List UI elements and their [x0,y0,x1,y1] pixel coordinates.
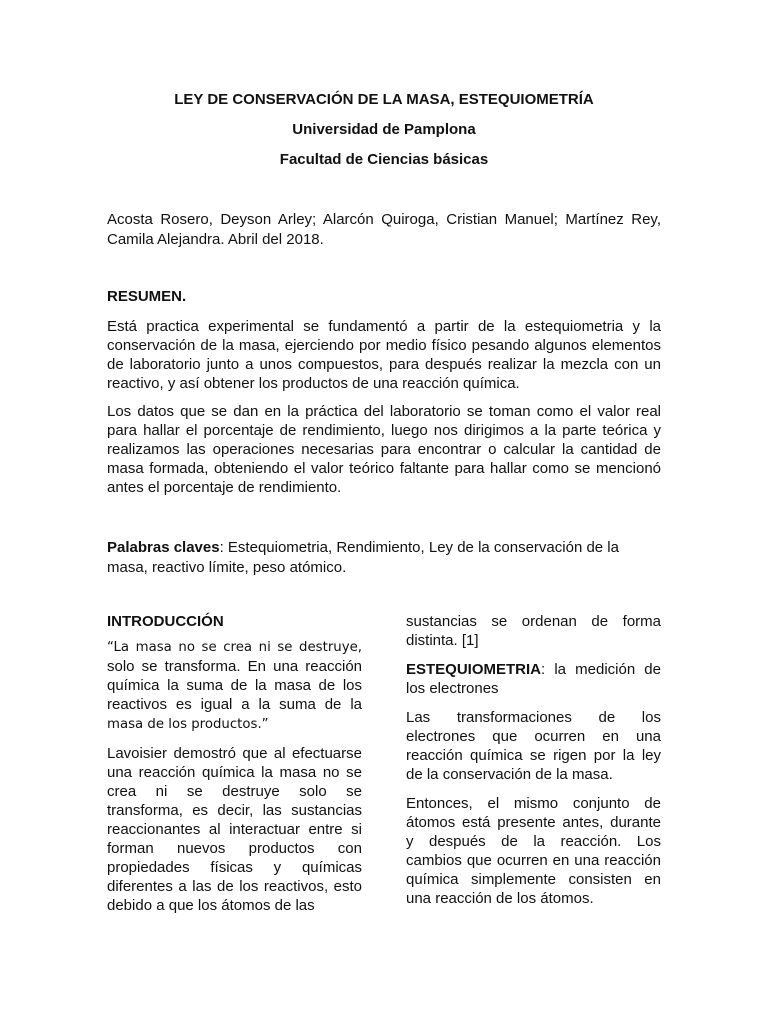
estequiometria-definition [406,660,661,698]
estequiometria-label: ESTEQUIOMETRIA [406,661,542,678]
university-name: Universidad de Pamplona [292,121,476,138]
estequiometria-text: : la medición de los electrones [406,661,661,697]
document-title: LEY DE CONSERVACIÓN DE LA MASA, ESTEQUIOMETRÍA [174,91,594,108]
continuation-text: sustancias se ordenan de forma distinta. [1] [406,613,661,649]
resumen-paragraph-2: Los datos que se dan en la práctica del laboratorio se toman como el valor real para hallar el porcentaje de rendimiento, luego nos dirigimos a la parte teórica y realizamos las operaciones necesarias para encontrar o calcular la cantidad de masa formada, obteniendo el valor teórico faltante para hallar como se mencionó antes el porcentaje de rendimiento. [107,403,661,496]
resumen-paragraph-1: Está practica experimental se fundamentó a partir de la estequiometria y la conservación de la masa, ejerciendo por medio físico pesando algunos elementos de laboratorio junto a unos compuestos, para después realizar la mezcla con un reactivo, y así obtener los productos de una reacción química. [107,318,661,392]
authors-line: Acosta Rosero, Deyson Arley; Alarcón Quiroga, Cristian Manuel; Martínez Rey, Camila Alejandra. Abril del 2018. [107,211,661,248]
left-column [107,612,362,925]
introduccion-heading: INTRODUCCIÓN [107,613,224,630]
faculty-name: Facultad de Ciencias básicas [279,151,489,168]
right-paragraph-2: Entonces, el mismo conjunto de átomos está presente antes, durante y después de la reacción. Los cambios que ocurren en una reacción química simplemente consisten en una reacción de los átomos. [406,795,661,907]
keywords [107,538,627,578]
quote-part-b: solo se transforma. En una reacción química la suma de la masa de los reactivos es igual a la suma de la [107,658,362,713]
keywords-label: Palabras claves [107,539,220,556]
right-paragraph-1: Las transformaciones de los electrones que ocurren en una reacción química se rigen por la ley de la conservación de la masa. [406,709,661,783]
introduccion-paragraph: Lavoisier demostró que al efectuarse una reacción química la masa no se crea ni se destruye solo se transforma, es decir, las sustancias reaccionantes al interactuar entre si forman nuevos productos con propiedades físicas y químicas diferentes a las de los reactivos, esto debido a que los átomos de las [107,745,362,914]
introduccion-quote [107,637,362,734]
keywords-text: : Estequiometria, Rendimiento, Ley de la conservación de la masa, reactivo límite, peso atómico. [107,539,619,576]
quote-part-c: masa de los productos.” [107,717,269,732]
right-column [406,612,661,918]
quote-part-a: “La masa no se crea ni se destruye, [107,640,362,655]
resumen-heading: RESUMEN. [107,288,187,305]
